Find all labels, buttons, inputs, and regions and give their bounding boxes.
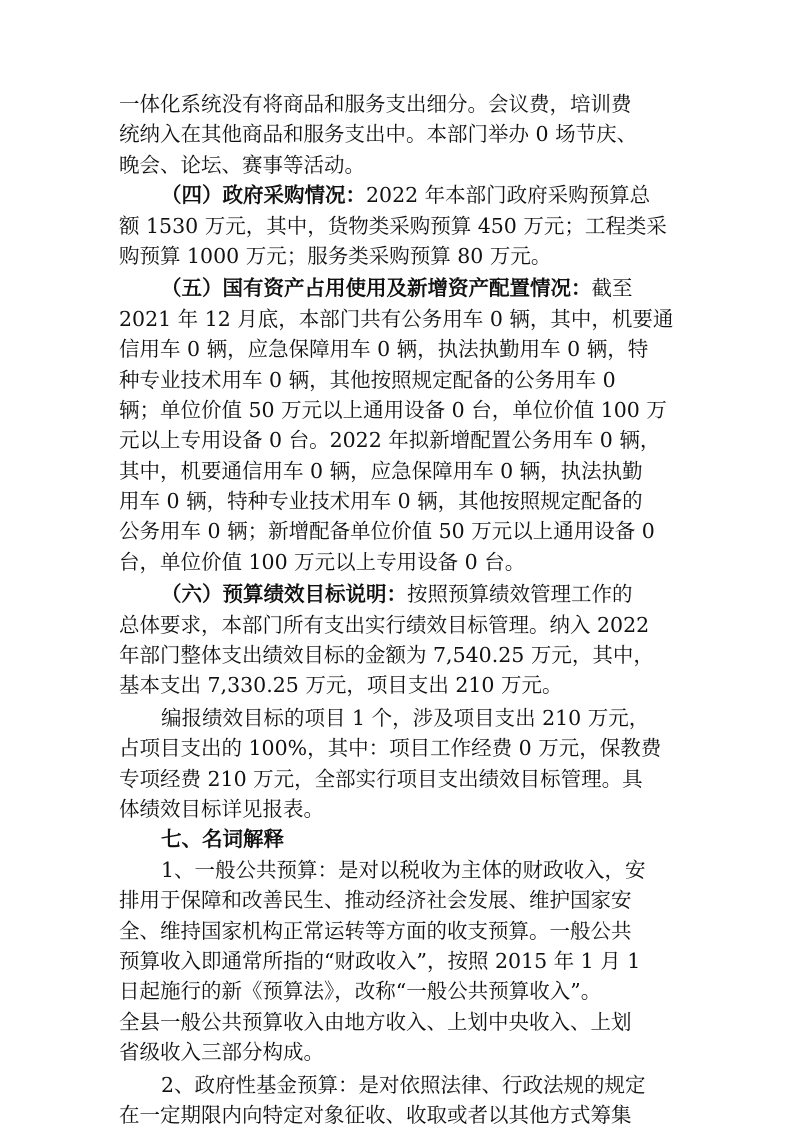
section-5-text: 截至 bbox=[591, 276, 633, 301]
paragraph-line: 总体要求，本部门所有支出实行绩效目标管理。纳入 2022 bbox=[119, 612, 650, 637]
paragraph-line: 年部门整体支出绩效目标的金额为 7,540.25 万元，其中， bbox=[119, 643, 654, 668]
paragraph-line: 在一定期限内向特定对象征收、收取或者以其他方式筹集 bbox=[119, 1102, 632, 1127]
document-body bbox=[119, 89, 685, 1130]
section-5-first-line bbox=[119, 273, 685, 303]
paragraph-line: 全、维持国家机构正常运转等方面的收支预算。一般公共 bbox=[119, 918, 632, 943]
paragraph-line: 省级收入三部分构成。 bbox=[119, 1040, 324, 1065]
paragraph-line: 全县一般公共预算收入由地方收入、上划中央收入、上划 bbox=[119, 1009, 632, 1034]
section-6-text: 按照预算绩效管理工作的 bbox=[407, 582, 633, 607]
paragraph-line: 信用车 0 辆，应急保障用车 0 辆，执法执勤用车 0 辆，特 bbox=[119, 337, 649, 362]
section-4-heading: （四）政府采购情况： bbox=[161, 183, 366, 208]
paragraph-line: 编报绩效目标的项目 1 个，涉及项目支出 210 万元， bbox=[161, 705, 650, 730]
paragraph-line: 体绩效目标详见报表。 bbox=[119, 796, 324, 821]
paragraph-line: 用车 0 辆，特种专业技术用车 0 辆，其他按照规定配备的 bbox=[119, 489, 643, 514]
section-5-heading: （五）国有资产占用使用及新增资产配置情况： bbox=[161, 276, 592, 301]
paragraph-line: 日起施行的新《预算法》，改称“一般公共预算收入”。 bbox=[119, 979, 602, 1004]
paragraph-line: 一体化系统没有将商品和服务支出细分。会议费，培训费 bbox=[119, 92, 632, 116]
term-2-first-line: 2、政府性基金预算：是对依照法律、行政法规的规定 bbox=[161, 1072, 646, 1097]
paragraph-line: 其中，机要通信用车 0 辆，应急保障用车 0 辆，执法执勤 bbox=[119, 458, 643, 483]
paragraph-line: 公务用车 0 辆；新增配备单位价值 50 万元以上通用设备 0 bbox=[119, 519, 655, 544]
paragraph-line: 专项经费 210 万元，全部实行项目支出绩效目标管理。具 bbox=[119, 766, 643, 791]
paragraph-line: 预算收入即通常所指的“财政收入”，按照 2015 年 1 月 1 bbox=[119, 948, 641, 973]
section-4-text: 2022 年本部门政府采购预算总 bbox=[366, 183, 651, 208]
paragraph-line: 辆；单位价值 50 万元以上通用设备 0 台，单位价值 100 万 bbox=[119, 397, 667, 422]
paragraph-line: 种专业技术用车 0 辆，其他按照规定配备的公务用车 0 bbox=[119, 367, 616, 392]
section-7-title: 七、名词解释 bbox=[161, 827, 284, 852]
paragraph-line: 占项目支出的 100%，其中：项目工作经费 0 万元，保教费 bbox=[119, 736, 662, 761]
paragraph-line: 2021 年 12 月底，本部门共有公务用车 0 辆，其中，机要通 bbox=[119, 306, 674, 331]
paragraph-line: 晚会、论坛、赛事等活动。 bbox=[119, 152, 365, 177]
paragraph-line: 元以上专用设备 0 台。2022 年拟新增配置公务用车 0 辆， bbox=[119, 428, 661, 453]
section-6-first-line bbox=[119, 579, 685, 609]
term-1-first-line: 1、一般公共预算：是对以税收为主体的财政收入，安 bbox=[161, 857, 646, 882]
paragraph-line: 购预算 1000 万元；服务类采购预算 80 万元。 bbox=[119, 243, 552, 268]
section-6-heading: （六）预算绩效目标说明： bbox=[161, 582, 407, 607]
paragraph-line: 排用于保障和改善民生、推动经济社会发展、维护国家安 bbox=[119, 888, 632, 913]
paragraph-line: 台，单位价值 100 万元以上专用设备 0 台。 bbox=[119, 549, 526, 574]
paragraph-line: 统纳入在其他商品和服务支出中。本部门举办 0 场节庆、 bbox=[119, 122, 638, 147]
paragraph-line: 额 1530 万元，其中，货物类采购预算 450 万元；工程类采 bbox=[119, 213, 667, 238]
section-4-first-line bbox=[119, 180, 685, 210]
paragraph-line: 基本支出 7,330.25 万元，项目支出 210 万元。 bbox=[119, 673, 563, 698]
